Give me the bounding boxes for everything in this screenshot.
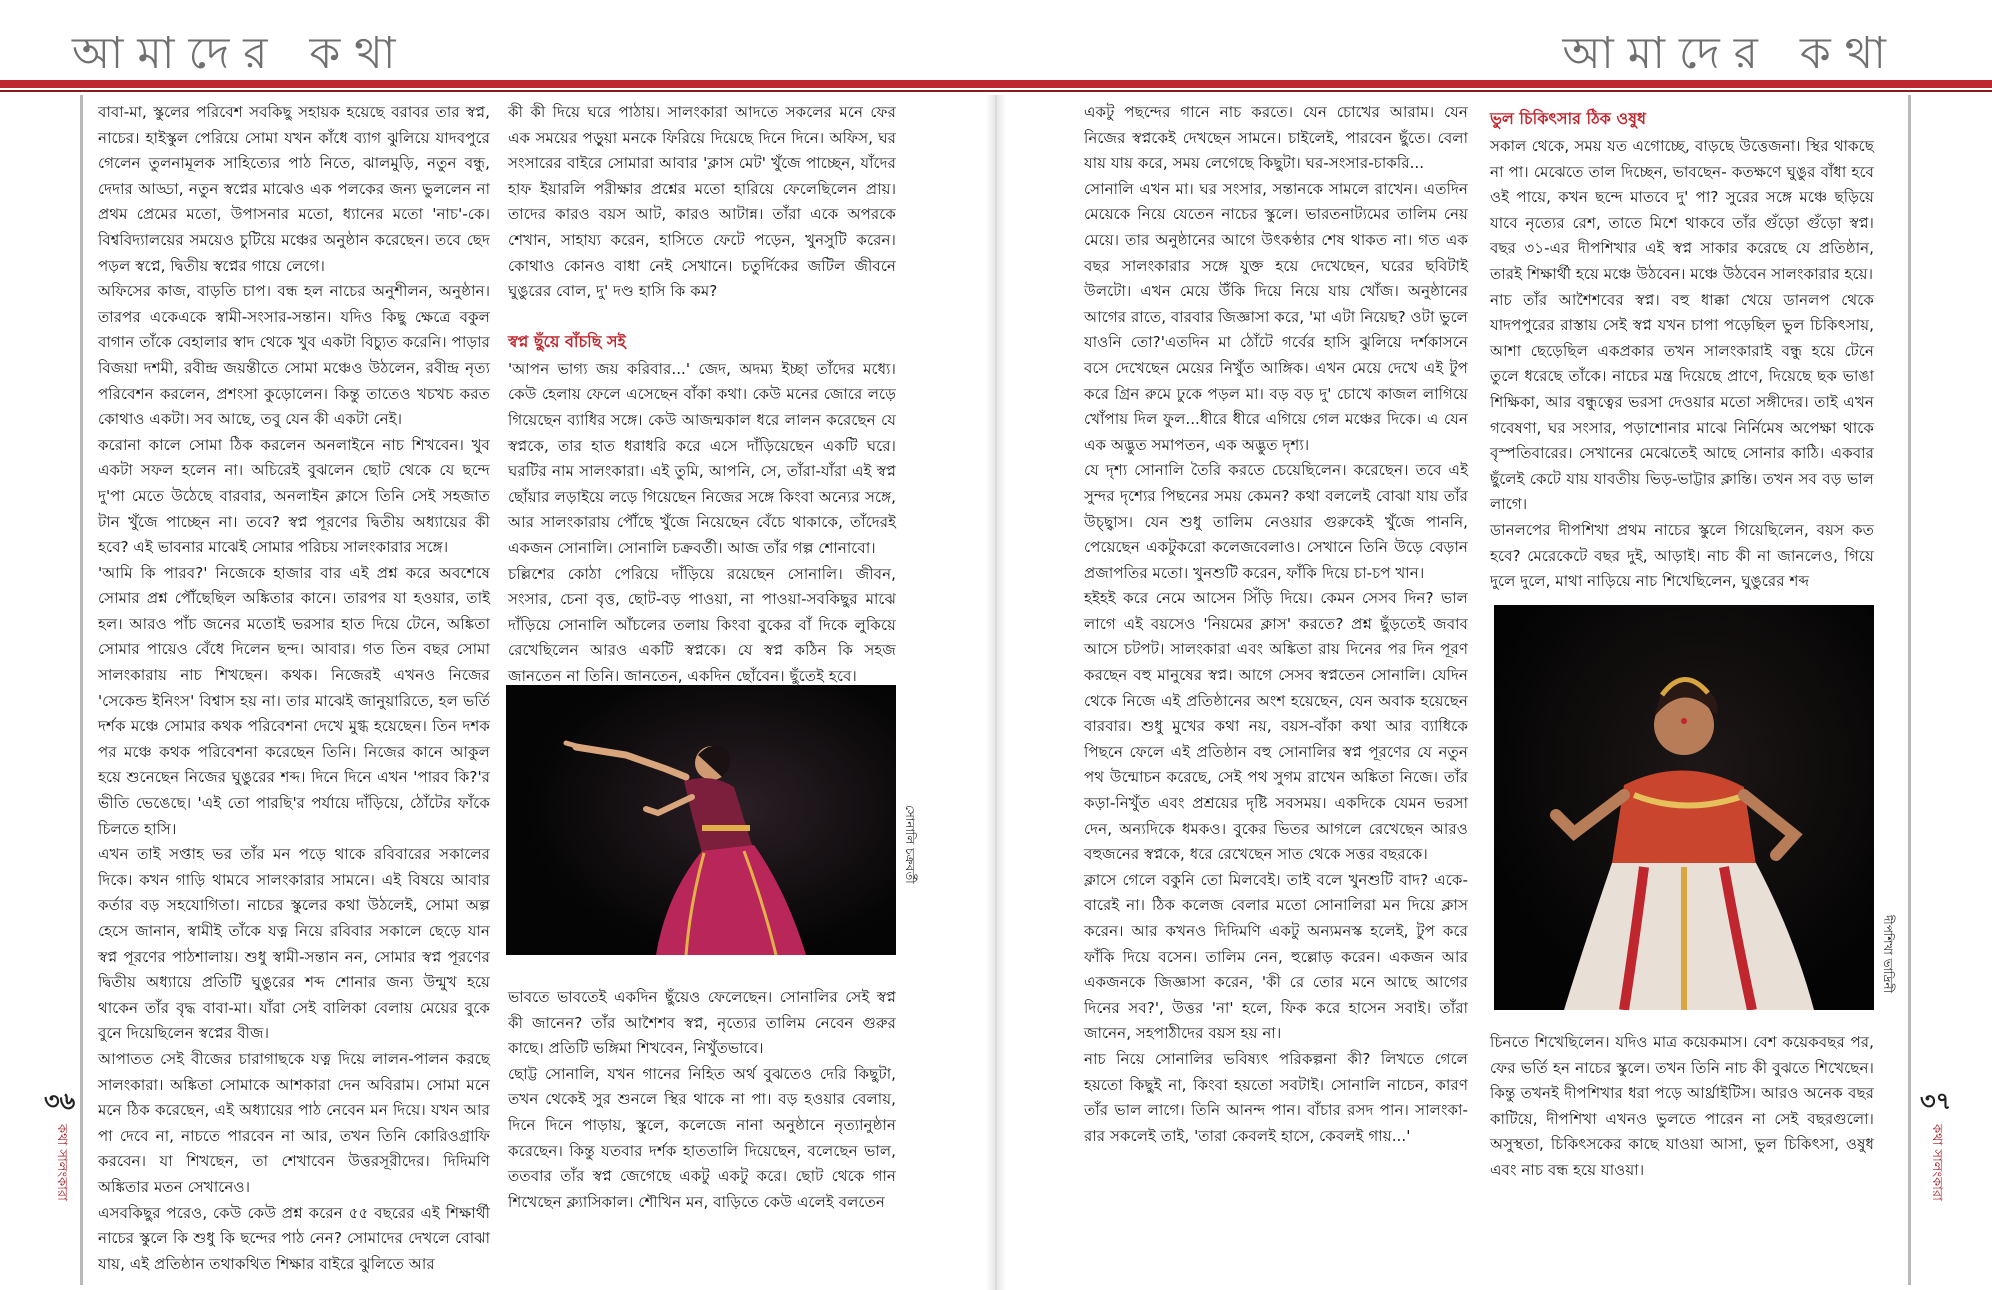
center-gutter — [986, 95, 1006, 1290]
paragraph: চল্লিশের কোঠা পেরিয়ে দাঁড়িয়ে রয়েছেন সোনালি। জীবন, সংসার, চেনা বৃত্ত, ছোট-বড় পাওয়া, না পাওয়া-সবকিছুর মাঝে দাঁড়িয়ে সোনালি আঁচলের তলায় কিংবা বুকের বাঁ দিকে লুকিয়ে রেখেছিলেন আরও একটি স্বপ্নকে। যে স্বপ্ন কঠিন কি সহজ জানতেন না তিনি। জানতেন, একদিন ছোঁবেন। ছুঁতেই হবে। — [508, 564, 896, 685]
paragraph: সকাল থেকে, সময় যত এগোচ্ছে, বাড়ছে উত্তেজনা। স্থির থাকছে না পা। মেঝেতে তাল দিচ্ছেন, ভাবছেন- কতক্ষণে ঘুঙুর বাঁধা হবে ওই পায়ে, কখন ছন্দে মাতবে দু' পা? সুরের সঙ্গে মঞ্চে ছড়িয়ে যাবে নৃত্যের রেশ, তাতে মিশে থাকবে তাঁর গুঁড়ো গুঁড়ো স্বপ্ন। বছর ৩১-এর দীপশিখার এই স্বপ্ন সাকার করেছে যে প্রতিষ্ঠান, তারই শিক্ষার্থী হয়ে মঞ্চে উঠবেন। মঞ্চে উঠবেন সালংকারার হয়ে। — [1490, 137, 1874, 283]
article-column-4-bottom — [1490, 1030, 1874, 1184]
paragraph: 'আপন ভাগ্য জয় করিবার...' জেদ, অদম্য ইচ্ছা তাঁদের মধ্যে। কেউ হেলায় ফেলে এসেছেন বাঁকা কথা। কেউ মনের জোরে লড়ে গিয়েছেন ব্যাধির সঙ্গে। কেউ আজন্মকাল ধরে লালন করেছেন যে স্বপ্নকে, তার হাত ধরাধরি করে এসে দাঁড়িয়েছেন একটি ঘরে। ঘরটির নাম সালংকারা। এই তুমি, আপনি, সে, তাঁরা-যাঁরা এই স্বপ্ন ছোঁয়ার লড়াইয়ে লড়ে গিয়েছেন নিজের সঙ্গে কিংবা অন্যের সঙ্গে, আর সালংকারায় পৌঁছে খুঁজে নিয়েছেন বেঁচে থাকাকে, তাঁদেরই একজন সোনালি। সোনালি চক্রবর্তী। আজ তাঁর গল্প শোনাবো। — [508, 359, 896, 557]
kathak-dancer-illustration — [506, 685, 896, 955]
paragraph: ছোট্ট সোনালি, যখন গানের নিহিত অর্থ বুঝতেও দেরি কিছুটা, তখন থেকেই সুর শুনলে স্থির থাকে না পা। বড় হওয়ার বেলায়, দিনে দিনে পাড়ায়, স্কুলে, কলেজে নানা অনুষ্ঠানে নৃত্যানুষ্ঠান করেছেন। কিন্তু যতবার দর্শক হাততালি দিয়েছেন, বলেছেন ভাল, ততবার তাঁর স্বপ্ন জেগেছে একটু একটু করে। ছোট থেকে গান শিখেছেন ক্ল্যাসিকাল। শৌখিন মন, বাড়িতে কেউ এলেই বলতেন — [508, 1064, 896, 1211]
article-column-3 — [1084, 100, 1468, 1149]
magazine-name-left: কথা সালংকারা — [54, 1124, 69, 1201]
paragraph: যে দৃশ্য সোনালি তৈরি করতে চেয়েছিলেন। করেছেন। তবে এই সুন্দর দৃশ্যের পিছনের সময় কেমন? কথা বললেই বোঝা যায় তাঁর উচ্ছ্বাস। যেন শুধু তালিম নেওয়ার গুরুকেই খুঁজে পাননি, পেয়েছেন একটুকরো কলেজবেলাও। সেখানে তিনি উড়ে বেড়ান প্রজাপতির মতো। খুনশুটি করেন, ফাঁকি দিয়ে চা-চপ খান। — [1084, 461, 1468, 582]
paragraph: সোনালি এখন মা। ঘর সংসার, সন্তানকে সামলে রাখেন। এতদিন মেয়েকে নিয়ে যেতেন নাচের স্কুলে। ভারতনাট্যমের তালিম নেয় মেয়ে। তার অনুষ্ঠানের আগে উৎকণ্ঠার শেষ থাকত না। গত এক বছর সালংকারার সঙ্গে যুক্ত হয়ে দেখেছেন, ঘরের ছবিটাই উলটো। এখন মেয়ে উঁকি দিয়ে নিয়ে যায় খোঁজ। অনুষ্ঠানের আগের রাতে, বারবার জিজ্ঞাসা করে, 'মা এটা নিয়েছ? ওটা ভুলে যাওনি তো?'এতদিন মা ঠোঁটে গর্বের হাসি ঝুলিয়ে দর্শকাসনে বসে দেখেছেন মেয়ের নিখুঁত আঙ্গিক। এখন মেয়ে দেখে এই টুপ করে গ্রিন রুমে ঢুকে পড়ল মা। বড় বড় দু' চোখে কাজল লাগিয়ে খোঁপায় দিল ফুল...ধীরে ধীরে এগিয়ে গেল মঞ্চের দিকে। এ যেন এক অদ্ভুত সমাপতন, এক অদ্ভুত দৃশ্য। — [1084, 179, 1468, 454]
paragraph: হইহই করে নেমে আসেন সিঁড়ি দিয়ে। কেমন সেসব দিন? ভাল লাগে এই বয়সেও 'নিয়মের ক্লাস' করতে? প্রশ্ন ছুঁড়তেই জবাব আসে চটপট। সালংকারা এবং অঙ্কিতা রায় দিনের পর দিন পূরণ করছেন বহু মানুষের স্বপ্ন। আগে সেসব স্বপ্নতেন সোনালি। যেদিন থেকে নিজে এই প্রতিষ্ঠানের অংশ হয়েছেন, যেন অবাক হয়েছেন বারবার। শুধু মুখের কথা নয়, বয়স-বাঁকা কথা আর ব্যাধিকে পিছনে ফেলে এই প্রতিষ্ঠান বহু সোনালির স্বপ্ন পূরণের যে নতুন পথ উন্মোচন করেছে, সেই পথ সুগম রাখেন অঙ্কিতা নিজে। তাঁর কড়া-নিখুঁত এবং প্রশ্রয়ের দৃষ্টি সবসময়। একদিকে যেমন ভরসা দেন, অন্যদিকে ধমকও। বুকের ভিতর আগলে রেখেছেন আরও বহুজনের স্বপ্নকে, ধরে রেখেছেন সাত থেকে সত্তর বছরকে। — [1084, 589, 1468, 864]
photo-odissi-dancer — [1494, 605, 1874, 1010]
header-red-band — [0, 80, 1992, 88]
article-column-2-bottom — [508, 985, 896, 1215]
paragraph: ভাবতে ভাবতেই একদিন ছুঁয়েও ফেলেছেন। সোনালির সেই স্বপ্ন কী জানেন? তাঁর আশৈশব স্বপ্ন, নৃত্যের তালিম নেবেন গুরুর কাছে। প্রতিটি ভঙ্গিমা শিখবেন, নিখুঁতভাবে। — [508, 988, 896, 1058]
photo-credit-left: সোনালি চক্রবর্তী — [903, 805, 917, 884]
page-number-right: ৩৭ — [1920, 1087, 1952, 1115]
page-number-left: ৩৬ — [44, 1087, 76, 1115]
section-header-right: আমাদের কথা — [1562, 28, 1900, 79]
photo-credit-right: দীপশিখা ভাদ্রিনী — [1881, 915, 1895, 994]
paragraph: করোনা কালে সোমা ঠিক করলেন অনলাইনে নাচ শিখবেন। খুব একটা সফল হলেন না। অচিরেই বুঝলেন ছোট থেকে যে ছন্দে দু'পা মেতে উঠেছে বারবার, অনলাইন ক্লাসে তিনি সেই সহজাত টান খুঁজে পাচ্ছেন না। তবে? স্বপ্ন পূরণের দ্বিতীয় অধ্যায়ের কী হবে? এই ভাবনার মাঝেই সোমার পরিচয় সালংকারার সঙ্গে। — [98, 435, 490, 557]
section-header-left: আমাদের কথা — [72, 28, 410, 79]
article-column-4-top — [1490, 100, 1874, 595]
paragraph: অফিসের কাজ, বাড়তি চাপ। বন্ধ হল নাচের অনুশীলন, অনুষ্ঠান। তারপর একেএকে স্বামী-সংসার-সন্তান। যদিও কিছু ক্ষেত্রে বকুল বাগান তাঁকে বেহালার স্বাদ থেকে খুব একটা বিচ্যুত করেনি। পাড়ার বিজয়া দশমী, রবীন্দ্র জয়ন্তীতে সোমা মঞ্চেও উঠলেন, রবীন্দ্র নৃত্য পরিবেশন করলেন, প্রশংসা কুড়োলেন। কিন্তু তাতেও খচখচ করত কোথাও একটা। সব আছে, তবু যেন কী একটা নেই। — [98, 282, 490, 429]
article-column-1 — [98, 100, 490, 1277]
paragraph: নাচ নিয়ে সোনালির ভবিষ্যৎ পরিকল্পনা কী? লিখতে গেলে হয়তো কিছুই না, কিংবা হয়তো সবটাই। সোনালি নাচেন, কারণ তাঁর ভাল লাগে। তিনি আনন্দ পান। বাঁচার রসদ পান। সালংকা-রার সকলেই তাই, 'তারা কেবলই হাসে, কেবলই গায়...' — [1084, 1049, 1468, 1145]
right-margin-rule — [1908, 95, 1911, 1285]
subheading-sonali: স্বপ্ন ছুঁয়ে বাঁচছি সই — [508, 331, 626, 351]
paragraph: চিনতে শিখেছিলেন। যদিও মাত্র কয়েকমাস। বেশ কয়েকবছর পর, ফের ভর্তি হন নাচের স্কুলে। তখন তিনি নাচ কী বুঝতে শিখেছেন। কিন্তু তখনই দীপশিখার ধরা পড়ে আর্থ্রাইটিস। আরও অনেক বছর কাটিয়ে, দীপশিখা এখনও ভুলতে পারেন না সেই বছরগুলো। অসুস্থতা, চিকিৎসকের কাছে যাওয়া আসা, ভুল চিকিৎসা, ওষুধ এবং নাচ বন্ধ হয়ে যাওয়া। — [1490, 1033, 1874, 1179]
paragraph: এখন তাই সপ্তাহ ভর তাঁর মন পড়ে থাকে রবিবারের সকালের দিকে। কখন গাড়ি থামবে সালংকারার সামনে। এই বিষয়ে আবার কর্তার বড় সহযোগিতা। নাচের স্কুলের কথা উঠলেই, সোমা অল্প হেসে জানান, স্বামীই তাঁকে যত্ন নিয়ে রবিবার সকালে ছেড়ে যান স্বপ্ন পূরণের পাঠশালায়। শুধু স্বামী-সন্তান নন, সোমার স্বপ্ন পূরণের দ্বিতীয় অধ্যায়ে প্রতিটি ঘুঙুরের শব্দ শোনার জন্য উন্মুখ হয়ে থাকেন তাঁর বৃদ্ধ বাবা-মা। যাঁরা সেই বালিকা বেলায় মেয়ের বুকে বুনে দিয়েছিলেন স্বপ্নের বীজ। — [98, 845, 490, 1043]
magazine-name-right: কথা সালংকারা — [1929, 1124, 1944, 1201]
paragraph: এসবকিছুর পরেও, কেউ কেউ প্রশ্ন করেন ৫৫ বছরের এই শিক্ষার্থী নাচের স্কুলে কি শুধু কি ছন্দের পাঠ নেন? সোমাদের দেখলে বোঝা যায়, এই প্রতিষ্ঠান তথাকথিত শিক্ষার বাইরে ঝুলিতে আর — [98, 1203, 490, 1273]
paragraph: কী কী দিয়ে ঘরে পাঠায়। সালংকারা আদতে সকলের মনে ফের এক সময়ের পড়ুয়া মনকে ফিরিয়ে দিয়েছে দিনে দিনে। অফিস, ঘর সংসারের বাইরে সোমারা আবার 'ক্লাস মেট' খুঁজে পাচ্ছেন, যাঁদের হাফ ইয়ারলি পরীক্ষার প্রশ্নের মতো হারিয়ে ফেলেছিলেন প্রায়। তাদের কারও বয়স আট, কারও আটান্ন। তাঁরা একে অপরকে শেখান, সাহায্য করেন, হাসিতে ফেটে পড়েন, খুনসুটি করেন। কোথাও কোনও বাধা নেই সেখানে। চতুর্দিকের জটিল জীবনে ঘুঙুরের বোল, দু' দণ্ড হাসি কি কম? — [508, 103, 896, 301]
article-column-2-top — [508, 100, 896, 689]
paragraph: একটু পছন্দের গানে নাচ করতে। যেন চোখের আরাম। যেন নিজের স্বপ্নকেই দেখছেন সামনে। চাইলেই, পারবেন ছুঁতে। বেলা যায় যায় করে, সময় লেগেছে কিছুটা। ঘর-সংসার-চাকরি... — [1084, 103, 1468, 173]
header-dark-rule — [0, 90, 1992, 92]
paragraph: 'আমি কি পারব?' নিজেকে হাজার বার এই প্রশ্ন করে অবশেষে সোমার প্রশ্ন পৌঁছেছিল অঙ্কিতার কানে। তারপর যা হওয়ার, তাই হল। আরও পাঁচ জনের মতোই ভরসার হাত দিয়ে টেনে, অঙ্কিতা সোমার পায়েও বেঁধে দিলেন ছন্দ। আবার। গত তিন বছর সোমা সালংকারায় নাচ শিখছেন। কথক। নিজেরই এখনও নিজের 'সেকেন্ড ইনিংস' বিশ্বাস হয় না। তার মাঝেই জানুয়ারিতে, হল ভর্তি দর্শক মঞ্চে সোমার কথক পরিবেশনা দেখে মুগ্ধ হয়েছেন। তিন দশক পর মঞ্চে কথক পরিবেশনা করেছেন তিনি। নিজের কানে আকুল হয়ে শুনেছেন নিজের ঘুঙুরের শব্দ। দিনে দিনে এখন 'পারব কি?'র ভীতি ভেঙেছে। 'এই তো পারছি'র পর্যায়ে দাঁড়িয়ে, ঠোঁটের ফাঁকে চিলতে হাসি। — [98, 563, 490, 838]
odissi-dancer-illustration — [1494, 605, 1874, 1010]
photo-kathak-dancer — [506, 685, 896, 955]
paragraph: আপাতত সেই বীজের চারাগাছকে যত্ন দিয়ে লালন-পালন করছে সালংকারা। অঙ্কিতা সোমাকে আশকারা দেন অবিরাম। সোমা মনে মনে ঠিক করেছেন, এই অধ্যায়ের পাঠ নেবেন মন দিয়ে। যখন আর পা দেবে না, নাচতে পারবেন না আর, তখন তিনি কোরিওগ্রাফি করবেন। যা শিখছেন, তা শেখাবেন উত্তরসূরীদের। দিদিমণি অঙ্কিতার মতন সেখানেও। — [98, 1049, 490, 1196]
paragraph: ক্লাসে গেলে বকুনি তো মিলবেই। তাই বলে খুনশুটি বাদ? একে-বারেই না। ঠিক কলেজ বেলার মতো সোনালিরা মন দিয়ে ক্লাস করেন। আর কখনও দিদিমণি একটু অন্যমনস্ক হলেই, টুপ করে ফাঁকি দিয়ে বসেন। তালিম নেন, হুল্লোড় করেন। একজন আর একজনকে জিজ্ঞাসা করেন, 'কী রে তোর মনে আছে আগের দিনের সব?', উত্তর 'না' হলে, ফিক করে হাসেন সবাই। তাঁরা জানেন, সহপাঠীদের বয়স হয় না। — [1084, 870, 1468, 1043]
subheading-dipshikha: ভুল চিকিৎসার ঠিক ওষুধ — [1490, 109, 1646, 128]
paragraph: নাচ তাঁর আশৈশবের স্বপ্ন। বহু ধাক্কা খেয়ে ডানলপ থেকে যাদপপুরের রাস্তায় সেই স্বপ্ন যখন চাপা পড়েছিল ভুল চিকিৎসায়, আশা ছেড়েছিল একপ্রকার তখন সালংকারাই বন্ধু হয়ে টেনে তুলে ধরেছে তাঁকে। নাচের মন্ত্র দিয়েছে প্রাণে, দিয়েছে ছক ভাঙা শিক্ষিকা, আর বন্ধুত্বের ভরসা দেওয়ার মতো সঙ্গীদের। তাই এখন গবেষণা, ঘর সংসার, পড়াশোনার মাঝে নির্নিমেষ অপেক্ষা থাকে বৃস্পতিবারের। সেখানের মেঝেতেই আছে সোনার কাঠি। একবার ছুঁলেই কেটে যায় যাবতীয় ভিড়-ভাট্টার ক্লান্তি। তখন সব বড় ভাল লাগে। — [1490, 290, 1874, 514]
paragraph: বাবা-মা, স্কুলের পরিবেশ সবকিছু সহায়ক হয়েছে বরাবর তার স্বপ্ন, নাচের। হাইস্কুল পেরিয়ে সোমা যখন কাঁধে ব্যাগ ঝুলিয়ে যাদবপুরে গেলেন তুলনামূলক সাহিত্যের পাঠ নিতে, ঝালমুড়ি, নতুন বন্ধু, দেদার আড্ডা, নতুন স্বপ্নের মাঝেও এক পলকের জন্য ভুললেন না প্রথম প্রেমের মতো, উপাসনার মতো, ধ্যানের মতো 'নাচ'-কে। বিশ্ববিদ্যালয়ের সময়েও চুটিয়ে মঞ্চের অনুষ্ঠান করেছেন। তবে ছেদ পড়ল স্বপ্নে, দ্বিতীয় স্বপ্নের গায়ে লেগে। — [98, 103, 490, 275]
left-margin-rule — [80, 95, 83, 1285]
paragraph: ডানলপের দীপশিখা প্রথম নাচের স্কুলে গিয়েছিলেন, বয়স কত হবে? মেরেকেটে বছর দুই, আড়াই। নাচ কী না জানলেও, গিয়ে দুলে দুলে, মাথা নাড়িয়ে নাচ শিখেছিলেন, ঘুঙুরের শব্দ — [1490, 520, 1874, 591]
